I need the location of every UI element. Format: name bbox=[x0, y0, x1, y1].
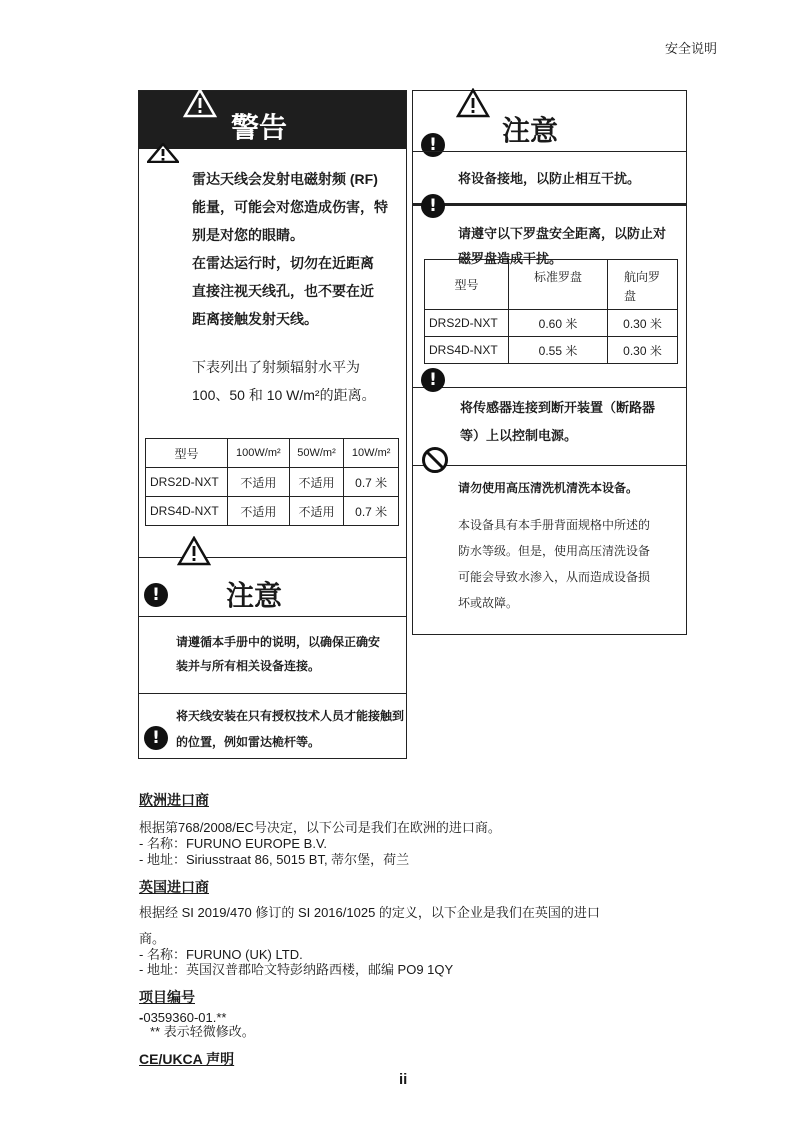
caution-triangle-icon bbox=[177, 536, 211, 566]
caution-triangle-icon bbox=[456, 88, 490, 118]
uk-importer-name: - 名称：FURUNO (UK) LTD. bbox=[139, 947, 303, 962]
caution-title-right: 注意 bbox=[502, 115, 559, 146]
warning-text: 雷达天线会发射电磁射频 (RF) 能量，可能会对您造成伤害，特 别是对您的眼睛。 在雷达运行时，切勿在近距离 直接注视天线孔，也不要在近 距离接触发射天线。 bbox=[192, 171, 388, 327]
uk-importer-address: - 地址：英国汉普郡哈文特彭纳路西楼，邮编 PO9 1QY bbox=[139, 962, 454, 977]
table-header-cell: 标准罗盘 bbox=[509, 260, 608, 310]
exclamation-icon: ! bbox=[421, 133, 445, 157]
warning-triangle-icon bbox=[183, 88, 217, 118]
rf-note: 下表列出了射频辐射水平为 100、50 和 10 W/m²的距离。 bbox=[192, 359, 376, 403]
ce-ukca-title: CE/UKCA 声明 bbox=[139, 1051, 235, 1067]
caution-right-item3: 将传感器连接到断开装置（断路器 等）上以控制电源。 bbox=[460, 400, 656, 443]
caution-right-item4-text: 本设备具有本手册背面规格中所述的 防水等级。但是，使用高压清洗设备 可能会导致水渗入，从而造成设备损 坏或故障。 bbox=[458, 518, 651, 610]
caution-title-left: 注意 bbox=[226, 580, 283, 611]
eu-importer-intro: 根据第768/2008/EC号决定，以下公司是我们在欧洲的进口商。 bbox=[139, 820, 501, 835]
prohibited-icon bbox=[421, 446, 449, 474]
compass-distance-table bbox=[424, 259, 678, 364]
table-row: DRS2D-NXT 不适用 不适用 0.7 米 bbox=[146, 468, 399, 497]
caution-right-item2: 请遵守以下罗盘安全距离，以防止对 磁罗盘造成干扰。 bbox=[458, 226, 667, 266]
uk-importer-title: 英国进口商 bbox=[139, 879, 209, 895]
table-header-cell: 型号 bbox=[425, 260, 509, 310]
page-number: ii bbox=[399, 1071, 408, 1088]
table-header-cell: 型号 bbox=[146, 439, 228, 468]
warning-header bbox=[139, 91, 406, 149]
table-header-cell: 100W/m² bbox=[228, 439, 290, 468]
caution-right-item1: 将设备接地，以防止相互干扰。 bbox=[458, 171, 641, 186]
exclamation-icon: ! bbox=[421, 368, 445, 392]
item-number-note: ** 表示轻微修改。 bbox=[150, 1024, 255, 1039]
exclamation-icon: ! bbox=[144, 583, 168, 607]
table-header-cell: 航向罗盘 bbox=[608, 260, 678, 310]
eu-importer-name: - 名称：FURUNO EUROPE B.V. bbox=[139, 836, 328, 851]
table-row: DRS2D-NXT 0.60 米 0.30 米 bbox=[425, 310, 678, 337]
eu-importer-title: 欧洲进口商 bbox=[139, 792, 209, 808]
caution-left-item2: 将天线安装在只有授权技术人员才能接触到 的位置，例如雷达桅杆等。 bbox=[176, 709, 405, 749]
uk-importer-intro-1: 根据经 SI 2019/470 修订的 SI 2016/1025 的定义，以下企业是我们在英国的进口 bbox=[139, 905, 600, 920]
exclamation-icon: ! bbox=[144, 726, 168, 750]
caution-right-item4-title: 请勿使用高压清洗机清洗本设备。 bbox=[458, 481, 639, 495]
warning-title: 警告 bbox=[231, 112, 288, 143]
item-number-value: -0359360-01.** bbox=[139, 1010, 227, 1025]
table-row: DRS4D-NXT 0.55 米 0.30 米 bbox=[425, 337, 678, 364]
uk-importer-intro-2: 商。 bbox=[139, 931, 166, 946]
rf-distance-table bbox=[145, 438, 399, 526]
dash-bullet: - bbox=[139, 1010, 144, 1025]
item-number-title: 项目编号 bbox=[139, 989, 195, 1005]
exclamation-icon: ! bbox=[421, 194, 445, 218]
section-header: 安全说明 bbox=[664, 41, 717, 56]
caution-left-item1: 请遵循本手册中的说明，以确保正确安 装并与所有相关设备连接。 bbox=[176, 635, 381, 673]
caution-box-left bbox=[138, 557, 407, 759]
table-row: DRS4D-NXT 不适用 不适用 0.7 米 bbox=[146, 497, 399, 526]
warning-triangle-small-icon bbox=[147, 143, 179, 163]
table-header-cell: 10W/m² bbox=[344, 439, 399, 468]
eu-importer-address: - 地址：Siriusstraat 86, 5015 BT, 蒂尔堡，荷兰 bbox=[139, 852, 410, 867]
table-header-cell: 50W/m² bbox=[289, 439, 344, 468]
